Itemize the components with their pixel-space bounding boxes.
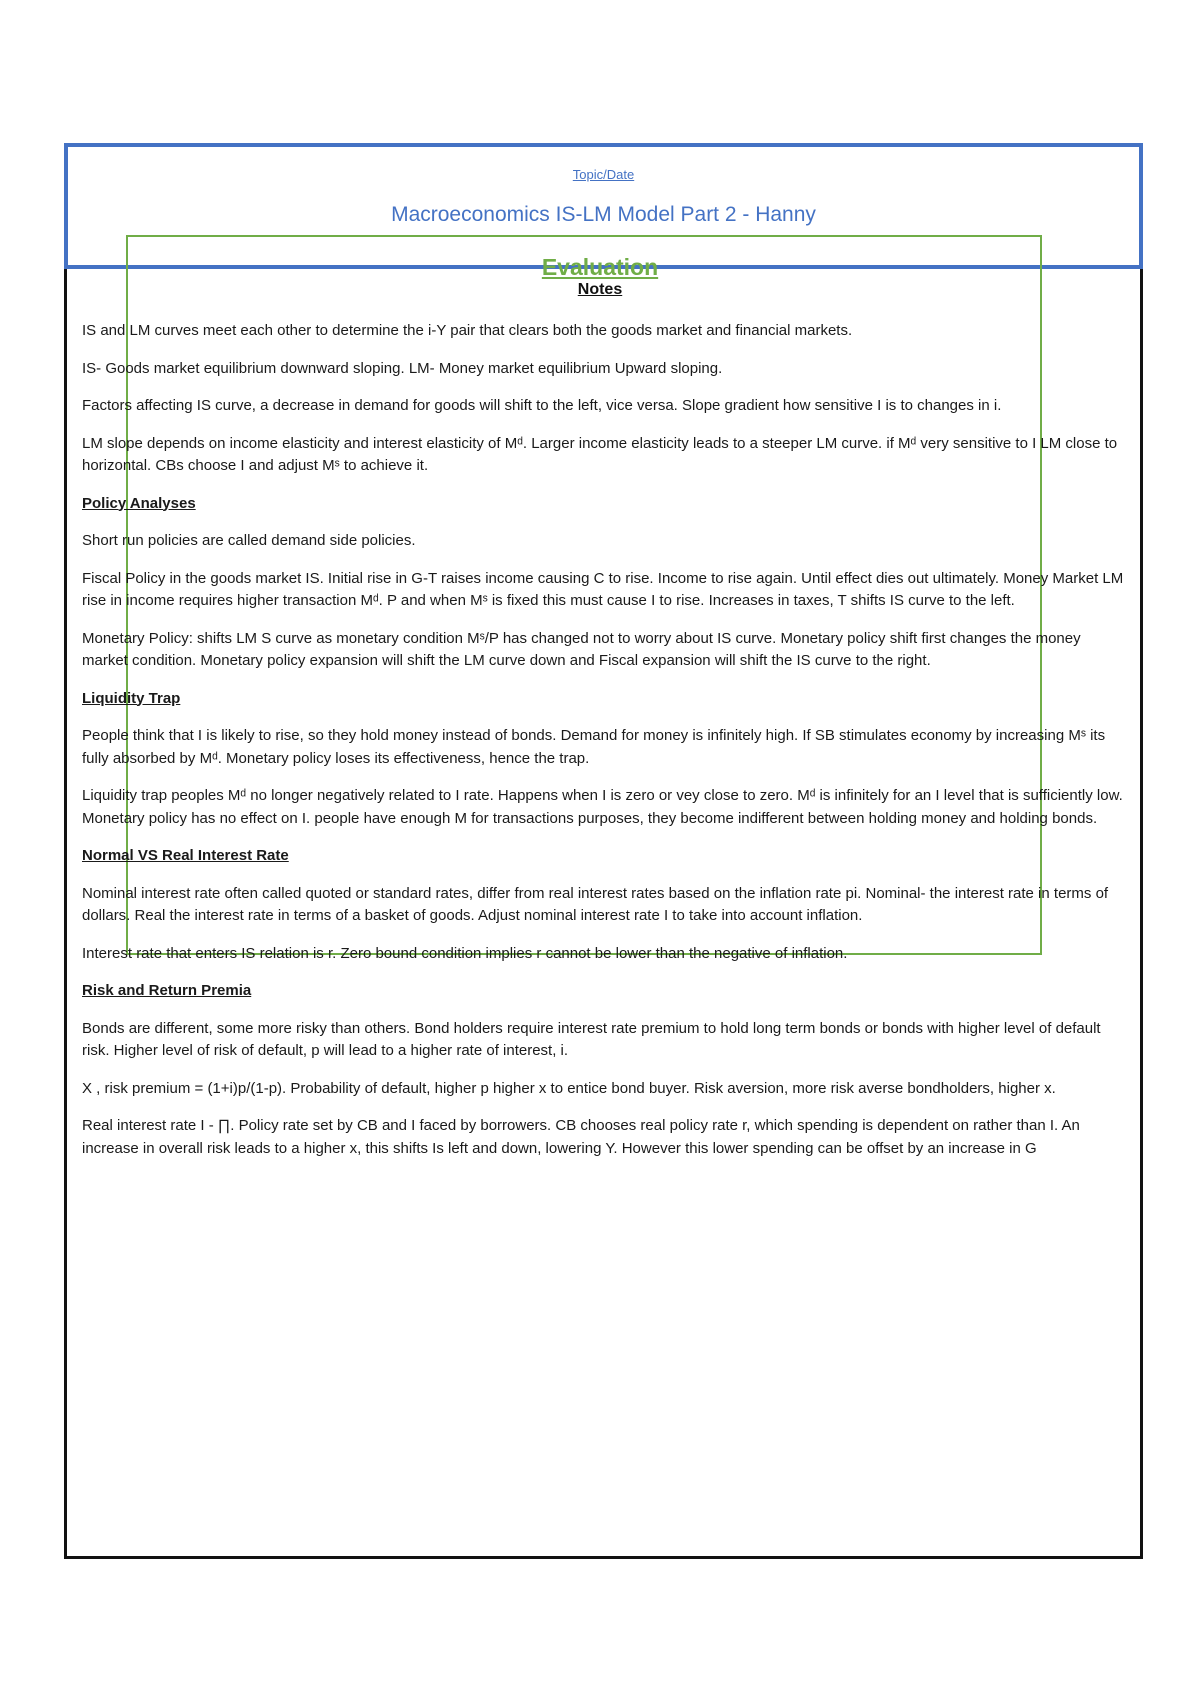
section-heading-liquidity-trap: Liquidity Trap [82,689,181,707]
paragraph: Real interest rate I - ∏. Policy rate set by CB and I faced by borrowers. CB chooses real policy rate r, which spending is dependent on rather than I. An increase in overall risk leads to a higher x, this shifts Is left and down, lowering Y. However this lower spending can be offset by an increase in G [82,1117,1080,1157]
paragraph: IS- Goods market equilibrium downward sloping. LM- Money market equilibrium Upward sloping. [82,359,723,377]
paragraph: Interest rate that enters IS relation is r. Zero bound condition implies r cannot be lower than the negative of inflation. [82,944,848,962]
paragraph: Monetary Policy: shifts LM S curve as monetary condition Mˢ/P has changed not to worry about IS curve. Monetary policy shift first changes the money market condition. Monetary policy expansion will shift the LM curve down and Fiscal expansion will shift the IS curve to the right. [82,629,1081,669]
paragraph: Nominal interest rate often called quoted or standard rates, differ from real interest rates based on the inflation rate pi. Nominal- the interest rate in terms of dollars. Real the interest rate in terms of a basket of goods. Adjust nominal interest rate I to take into account inflation. [82,884,1109,924]
paragraph: X , risk premium = (1+i)p/(1-p). Probability of default, higher p higher x to entice bond buyer. Risk aversion, more risk averse bondholders, higher x. [82,1079,1056,1097]
evaluation-heading: Evaluation [541,254,659,280]
notes-body [82,320,1124,1175]
paragraph: Liquidity trap peoples Mᵈ no longer negatively related to I rate. Happens when I is zero or vey close to zero. Mᵈ is infinitely for an I level that is sufficiently low. Monetary policy has no effect on I. people have enough M for transactions purposes, they become indifferent between holding money and holding bonds. [82,787,1123,827]
paragraph: People think that I is likely to rise, so they hold money instead of bonds. Demand for money is infinitely high. If SB stimulates economy by increasing Mˢ its fully absorbed by Mᵈ. Monetary policy loses its effectiveness, hence the trap. [82,727,1106,767]
notes-heading: Notes [577,281,623,298]
paragraph: Bonds are different, some more risky than others. Bond holders require interest rate premium to hold long term bonds or bonds with higher level of default risk. Higher level of risk of default, p will lead to a higher rate of interest, i. [82,1019,1101,1059]
paragraph: IS and LM curves meet each other to determine the i-Y pair that clears both the goods market and financial markets. [82,322,853,339]
paragraph: LM slope depends on income elasticity and interest elasticity of Mᵈ. Larger income elasticity leads to a steeper LM curve. if Mᵈ very sensitive to I LM close to horizontal. CBs choose I and adjust Mˢ to achieve it. [82,434,1118,474]
paragraph: Short run policies are called demand side policies. [82,532,416,549]
paragraph: Fiscal Policy in the goods market IS. Initial rise in G-T raises income causing C to rise. Income to rise again. Until effect dies out ultimately. Money Market LM rise in income requires higher transaction Mᵈ. P and when Mˢ is fixed this must cause I to rise. Increases in taxes, T shifts IS curve to the left. [82,569,1124,609]
section-heading-risk-return: Risk and Return Premia [82,982,252,999]
section-heading-policy-analyses: Policy Analyses [82,494,196,512]
paragraph: Factors affecting IS curve, a decrease in demand for goods will shift to the left, vice versa. Slope gradient how sensitive I is to changes in i. [82,397,1002,414]
document-title: Macroeconomics IS-LM Model Part 2 - Hanny [391,203,816,226]
header-box [64,143,1143,269]
topic-date-label: Topic/Date [572,167,635,182]
section-heading-normal-vs-real: Normal VS Real Interest Rate [82,847,289,864]
